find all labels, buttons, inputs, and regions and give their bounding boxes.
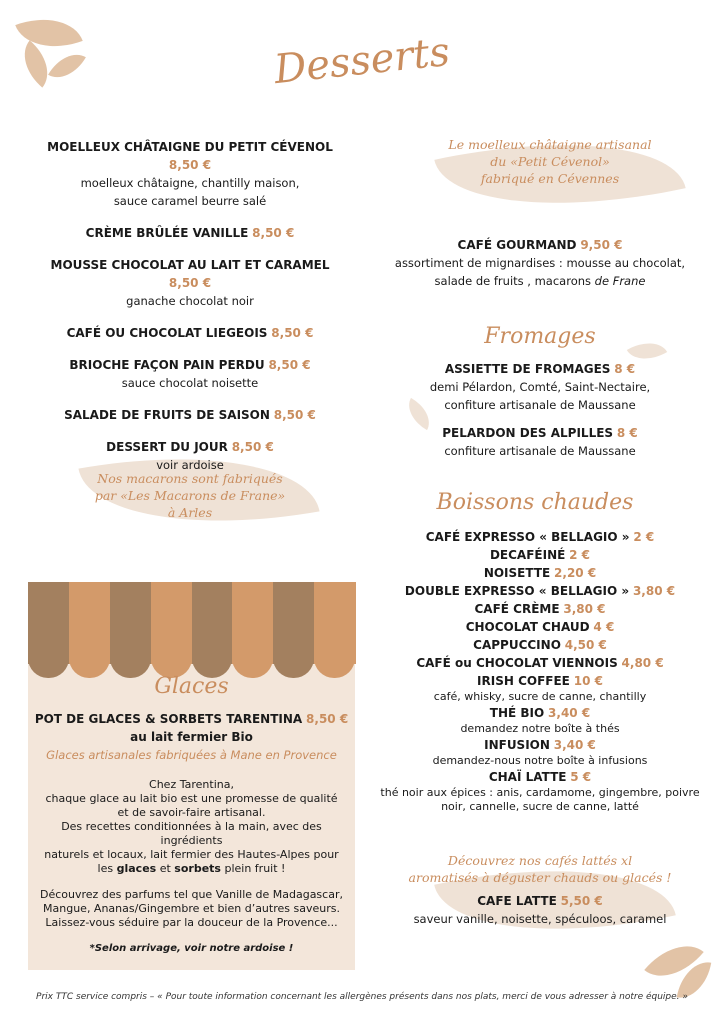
- item-desc: salade de fruits , macarons de Frane: [434, 274, 646, 288]
- item-name: INFUSION: [484, 738, 550, 752]
- menu-item: [380, 360, 700, 414]
- item-desc: sauce chocolat noisette: [121, 376, 259, 390]
- item-name: POT DE GLACES & SORBETS TARENTINA: [34, 712, 303, 726]
- item-desc: saveur vanille, noisette, spéculoos, caramel: [413, 912, 667, 926]
- menu-item: [40, 224, 340, 242]
- item-desc: demandez-nous notre boîte à infusions: [432, 754, 648, 767]
- item-price: 3,80 €: [632, 584, 676, 598]
- item-price: 8,50 €: [252, 226, 295, 240]
- leaf-decoration-top-left-2: [12, 40, 61, 87]
- item-name: CHOCOLAT CHAUD: [465, 620, 590, 634]
- item-name: CAFÉ OU CHOCOLAT LIEGEOIS: [66, 326, 268, 340]
- awning-stripe: [151, 582, 192, 664]
- menu-item: [380, 704, 700, 736]
- menu-item: [380, 654, 700, 672]
- item-price: 3,40 €: [553, 738, 596, 752]
- item-desc: moelleux châtaigne, chantilly maison,: [80, 176, 300, 190]
- menu-item: [40, 138, 340, 210]
- item-price: 8,50 €: [306, 712, 349, 726]
- item-price: 5,50 €: [560, 894, 603, 908]
- item-price: 8,50 €: [273, 408, 316, 422]
- glaces-box: [28, 582, 355, 970]
- cafe-gourmand: [380, 236, 700, 290]
- item-name: CAFÉ ou CHOCOLAT VIENNOIS: [416, 656, 618, 670]
- moelleux-note-line: fabriqué en Cévennes: [480, 171, 620, 186]
- item-price: 8,50 €: [168, 158, 212, 172]
- item-name: IRISH COFFEE: [477, 674, 570, 688]
- fromages-title: Fromages: [484, 324, 596, 349]
- item-desc: confiture artisanale de Maussane: [444, 444, 636, 458]
- item-price: 8,50 €: [231, 440, 274, 454]
- item-desc: sauce caramel beurre salé: [113, 194, 267, 208]
- item-name: PELARDON DES ALPILLES: [442, 426, 614, 440]
- awning-stripe: [110, 582, 151, 664]
- item-name: MOUSSE CHOCOLAT AU LAIT ET CARAMEL: [50, 258, 330, 272]
- awning-stripe: [314, 582, 355, 664]
- menu-item: [380, 528, 700, 546]
- item-desc: demandez notre boîte à thés: [460, 722, 620, 735]
- item-price: 8,50 €: [168, 276, 212, 290]
- glaces-content: [34, 710, 349, 956]
- item-name: CAFÉ GOURMAND: [457, 238, 577, 252]
- item-desc: demi Pélardon, Comté, Saint-Nectaire,: [429, 380, 651, 394]
- glaces-sub: au lait fermier Bio: [130, 730, 253, 744]
- item-name: DECAFÉINÉ: [489, 548, 566, 562]
- moelleux-note-line: du «Petit Cévenol»: [490, 154, 610, 169]
- item-name: BRIOCHE FAÇON PAIN PERDU: [69, 358, 265, 372]
- item-name: CAPPUCCINO: [473, 638, 561, 652]
- moelleux-note-line: Le moelleux châtaigne artisanal: [448, 137, 652, 152]
- item-desc: ganache chocolat noir: [126, 294, 254, 308]
- item-price: 9,50 €: [580, 238, 623, 252]
- macarons-note-line: à Arles: [167, 505, 213, 520]
- leaf-decoration-top-left-3: [48, 45, 86, 86]
- item-name: SALADE DE FRUITS DE SAISON: [64, 408, 270, 422]
- item-price: 4,50 €: [564, 638, 607, 652]
- menu-item: [380, 546, 700, 564]
- item-name: MOELLEUX CHÂTAIGNE DU PETIT CÉVENOL: [47, 140, 333, 154]
- item-desc: voir ardoise: [156, 458, 224, 472]
- item-name: NOISETTE: [483, 566, 551, 580]
- page-title: Desserts: [271, 28, 453, 94]
- item-price: 8,50 €: [268, 358, 311, 372]
- item-price: 4,80 €: [621, 656, 664, 670]
- moelleux-note: [400, 136, 700, 187]
- glaces-paragraph-1: Chez Tarentina, chaque glace au lait bio est une promesse de qualité et de savoir-faire artisanal. Des recettes conditionnées à la main, avec des ingrédients naturels et locaux, lait fermier des Hautes-Alpes pour les glaces et sorbets plein fruit !: [44, 778, 339, 875]
- item-price: 3,80 €: [563, 602, 606, 616]
- menu-item: [40, 438, 340, 474]
- awning-stripe: [28, 582, 69, 664]
- menu-item: [380, 600, 700, 618]
- item-price: 4 €: [593, 620, 615, 634]
- awning-stripe: [69, 582, 110, 664]
- item-name: CAFÉ CRÈME: [474, 602, 560, 616]
- menu-item: [380, 618, 700, 636]
- item-desc: confiture artisanale de Maussane: [444, 398, 636, 412]
- glaces-title: Glaces: [154, 674, 229, 699]
- footer-note: Prix TTC service compris – « Pour toute information concernant les allergènes présents dans nos plats, merci de vous adresser à notre équipe. »: [36, 992, 688, 1002]
- item-price: 5 €: [570, 770, 592, 784]
- item-name: CAFÉ EXPRESSO « BELLAGIO »: [425, 530, 630, 544]
- boissons-list: [380, 528, 700, 814]
- glaces-note: *Selon arrivage, voir notre ardoise !: [89, 943, 294, 954]
- item-name: CAFE LATTE: [477, 894, 557, 908]
- item-desc: café, whisky, sucre de canne, chantilly: [433, 690, 647, 703]
- menu-item: [380, 672, 700, 704]
- item-price: 2 €: [569, 548, 591, 562]
- item-price: 2 €: [633, 530, 655, 544]
- item-name: ASSIETTE DE FROMAGES: [444, 362, 611, 376]
- menu-item: [40, 406, 340, 424]
- glaces-tagline: Glaces artisanales fabriquées à Mane en Provence: [46, 748, 337, 762]
- item-price: 8 €: [616, 426, 638, 440]
- item-name: CHAÏ LATTE: [488, 770, 567, 784]
- item-name: CRÈME BRÛLÉE VANILLE: [85, 226, 249, 240]
- item-price: 2,20 €: [554, 566, 597, 580]
- item-price: 3,40 €: [548, 706, 591, 720]
- awning-stripe: [232, 582, 273, 664]
- menu-item: [40, 324, 340, 342]
- menu-item: [380, 582, 700, 600]
- menu-item: [380, 564, 700, 582]
- item-desc: assortiment de mignardises : mousse au chocolat,: [394, 256, 686, 270]
- menu-item: [40, 256, 340, 310]
- latte-note: [380, 852, 700, 886]
- item-name: DOUBLE EXPRESSO « BELLAGIO »: [404, 584, 630, 598]
- menu-item: [380, 424, 700, 460]
- boissons-title: Boissons chaudes: [436, 490, 634, 515]
- latte-note-line: Découvrez nos cafés lattés xl: [447, 853, 633, 868]
- awning-stripe: [273, 582, 314, 664]
- macarons-note-line: Nos macarons sont fabriqués: [97, 471, 283, 486]
- macarons-note: [40, 470, 340, 521]
- menu-item: [380, 736, 700, 768]
- desserts-list: [40, 138, 340, 488]
- glaces-paragraph-2: Découvrez des parfums tel que Vanille de Madagascar, Mangue, Ananas/Gingembre et bien d’autres saveurs. Laissez-vous séduire par la douceur de la Provence...: [40, 888, 343, 929]
- menu-item: [380, 768, 700, 814]
- awning-stripe: [192, 582, 233, 664]
- item-price: 10 €: [573, 674, 603, 688]
- menu-item: [380, 636, 700, 654]
- item-name: DESSERT DU JOUR: [106, 440, 228, 454]
- item-desc: thé noir aux épices : anis, cardamome, gingembre, poivre noir, cannelle, sucre de canne, latté: [380, 786, 700, 813]
- fromages-list: [380, 360, 700, 470]
- item-price: 8,50 €: [271, 326, 314, 340]
- cafe-latte: [380, 892, 700, 928]
- latte-note-line: aromatisés à déguster chauds ou glacés !: [408, 870, 672, 885]
- item-price: 8 €: [614, 362, 636, 376]
- item-name: THÉ BIO: [489, 706, 545, 720]
- menu-item: [40, 356, 340, 392]
- macarons-note-line: par «Les Macarons de Frane»: [94, 488, 286, 503]
